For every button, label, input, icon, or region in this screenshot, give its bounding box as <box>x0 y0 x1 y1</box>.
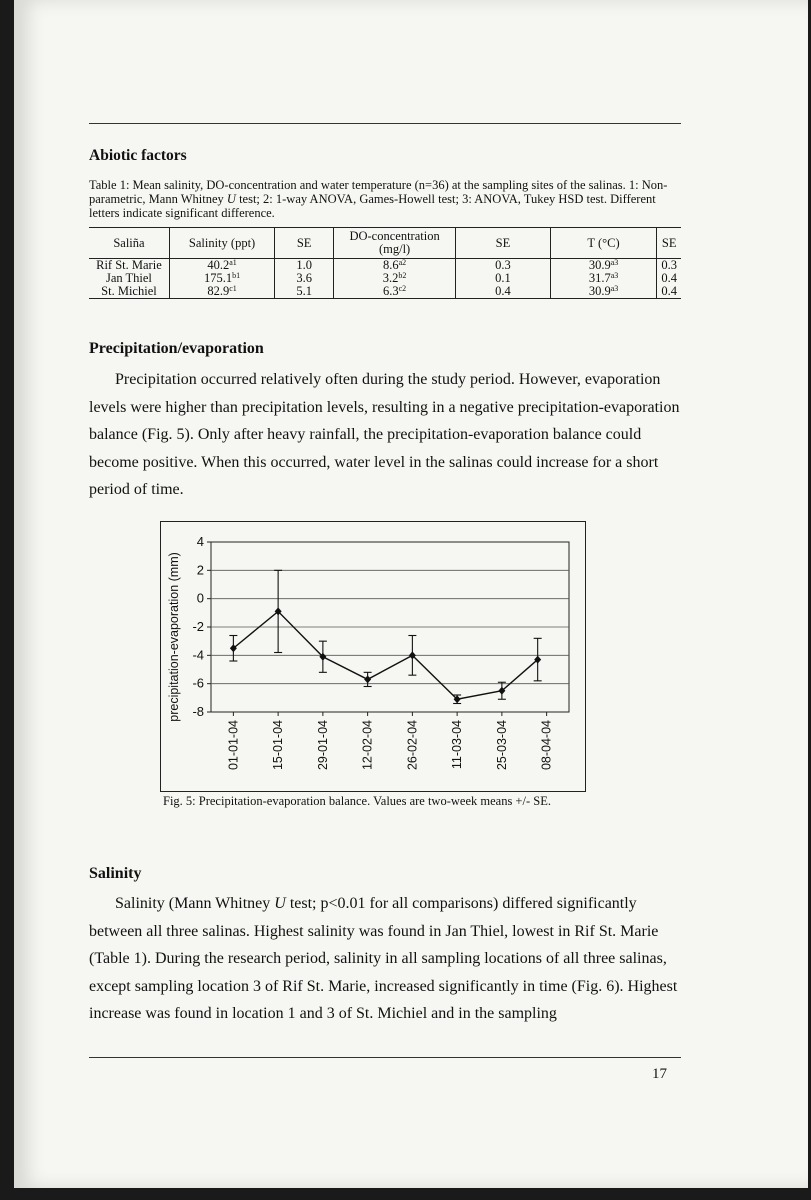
cell-site: Jan Thiel <box>105 271 152 285</box>
cell-site: St. Michiel <box>89 285 169 299</box>
x-tick-label: 12-02-04 <box>360 720 375 771</box>
cell-temperature: $30.9^{a3}$ <box>550 285 657 299</box>
cell-temperature-se: 0.4 <box>657 272 681 285</box>
precipitation-text: Precipitation occurred relatively often during the study period. However, evaporation levels were higher than precipitation levels, resulting in a negative precipitation-evaporation balance (Fig. 5). Only after heavy rainfall, the precipitation-evaporation balance could become positive. When this occurred, water level in the salinas could increase for a short period of time. <box>89 371 680 498</box>
y-tick-label: 4 <box>196 534 204 549</box>
figure-5-caption: Fig. 5: Precipitation-evaporation balance. Values are two-week means +/- SE. <box>163 794 551 808</box>
y-tick-label: -4 <box>192 647 204 663</box>
cell-salinity-se: 5.1 <box>275 285 334 299</box>
col-header-se: SE <box>657 228 681 259</box>
table-caption-start: Table 1: Mean salinity, DO-concentration and water temperature (n=36) at the sampling sites of the salinas. 1: Non-parametric, Mann Whitney <box>89 178 668 206</box>
cell-do-se: 0.4 <box>456 285 551 299</box>
cell-do: $3.2^{b2}$ <box>334 272 456 285</box>
salinity-paragraph <box>89 890 681 1028</box>
cell-salinity-se: 1.0 <box>275 259 334 273</box>
x-tick-label: 29-01-04 <box>315 720 330 771</box>
heading-salinity: Salinity <box>89 865 142 882</box>
y-tick-label: 0 <box>196 590 204 606</box>
cell-temperature-se: 0.3 <box>657 259 681 273</box>
cell-salinity-se: 3.6 <box>275 272 334 285</box>
figure-5-chart <box>161 522 585 791</box>
cell-temperature: $31.7^{a3}$ <box>550 272 657 285</box>
table-caption-end: test; 2: 1-way ANOVA, Games-Howell test; 3: ANOVA, Tukey HSD test. Different letters indicate significant difference. <box>89 192 656 220</box>
table-row <box>89 259 681 273</box>
cell-do-se: 0.3 <box>456 259 551 273</box>
cell-site: Rif St. Marie <box>96 258 162 272</box>
salinity-text: Salinity (Mann Whitney U test; p<0.01 for all comparisons) differed significantly between all three salinas. Highest salinity was found in Jan Thiel, lowest in Rif St. Marie (Table 1). During the research period, salinity in all sampling locations of all three salinas, except sampling location 3 of Rif St. Marie, increased significantly in time (Fig. 6). Highest increase was found in location 1 and 3 of St. Michiel and in the sampling <box>89 895 678 1022</box>
x-tick-label: 11-03-04 <box>450 720 465 770</box>
table-row <box>89 285 681 299</box>
cell-do: $6.3^{c2}$ <box>334 285 456 299</box>
table-caption-u: U <box>226 192 236 206</box>
table-1-caption <box>89 178 681 220</box>
col-header-temperature: T (°C) <box>550 228 657 259</box>
y-tick-label: -8 <box>192 704 204 719</box>
page-number: 17 <box>652 1066 667 1082</box>
col-header-salinity: Salinity (ppt) <box>169 228 274 259</box>
x-tick-label: 26-02-04 <box>405 720 420 771</box>
y-axis-label: precipitation-evaporation (mm) <box>167 552 181 722</box>
y-tick-label: -2 <box>192 619 204 634</box>
cell-salinity: $40.2^{a1}$ <box>169 259 274 273</box>
precipitation-paragraph <box>89 366 681 504</box>
data-point <box>364 675 371 683</box>
heading-precipitation-evaporation: Precipitation/evaporation <box>89 340 264 357</box>
col-header-salina: Saliña <box>89 228 169 259</box>
footer-rule <box>89 1057 681 1058</box>
cell-temperature: $30.9^{a3}$ <box>550 259 657 273</box>
col-header-se: SE <box>275 228 334 259</box>
header-rule <box>89 123 681 124</box>
cell-do-se: 0.1 <box>456 272 551 285</box>
col-header-se: SE <box>456 228 551 259</box>
x-tick-label: 08-04-04 <box>539 720 554 771</box>
y-tick-label: 2 <box>196 562 204 578</box>
figure-5-frame <box>160 521 586 792</box>
x-tick-label: 25-03-04 <box>494 720 509 771</box>
cell-salinity: $82.9^{c1}$ <box>169 285 274 299</box>
table-1 <box>89 227 681 299</box>
cell-do: $8.6^{a2}$ <box>334 259 456 273</box>
cell-temperature-se: 0.4 <box>657 285 681 299</box>
table-header-row <box>89 228 681 259</box>
x-tick-label: 15-01-04 <box>271 720 286 771</box>
col-header-do: DO-concentration (mg/l) <box>334 228 456 259</box>
x-tick-label: 01-01-04 <box>226 720 241 771</box>
heading-abiotic-factors: Abiotic factors <box>89 147 187 164</box>
y-tick-label: -6 <box>192 675 204 691</box>
cell-salinity: $175.1^{b1}$ <box>169 272 274 285</box>
